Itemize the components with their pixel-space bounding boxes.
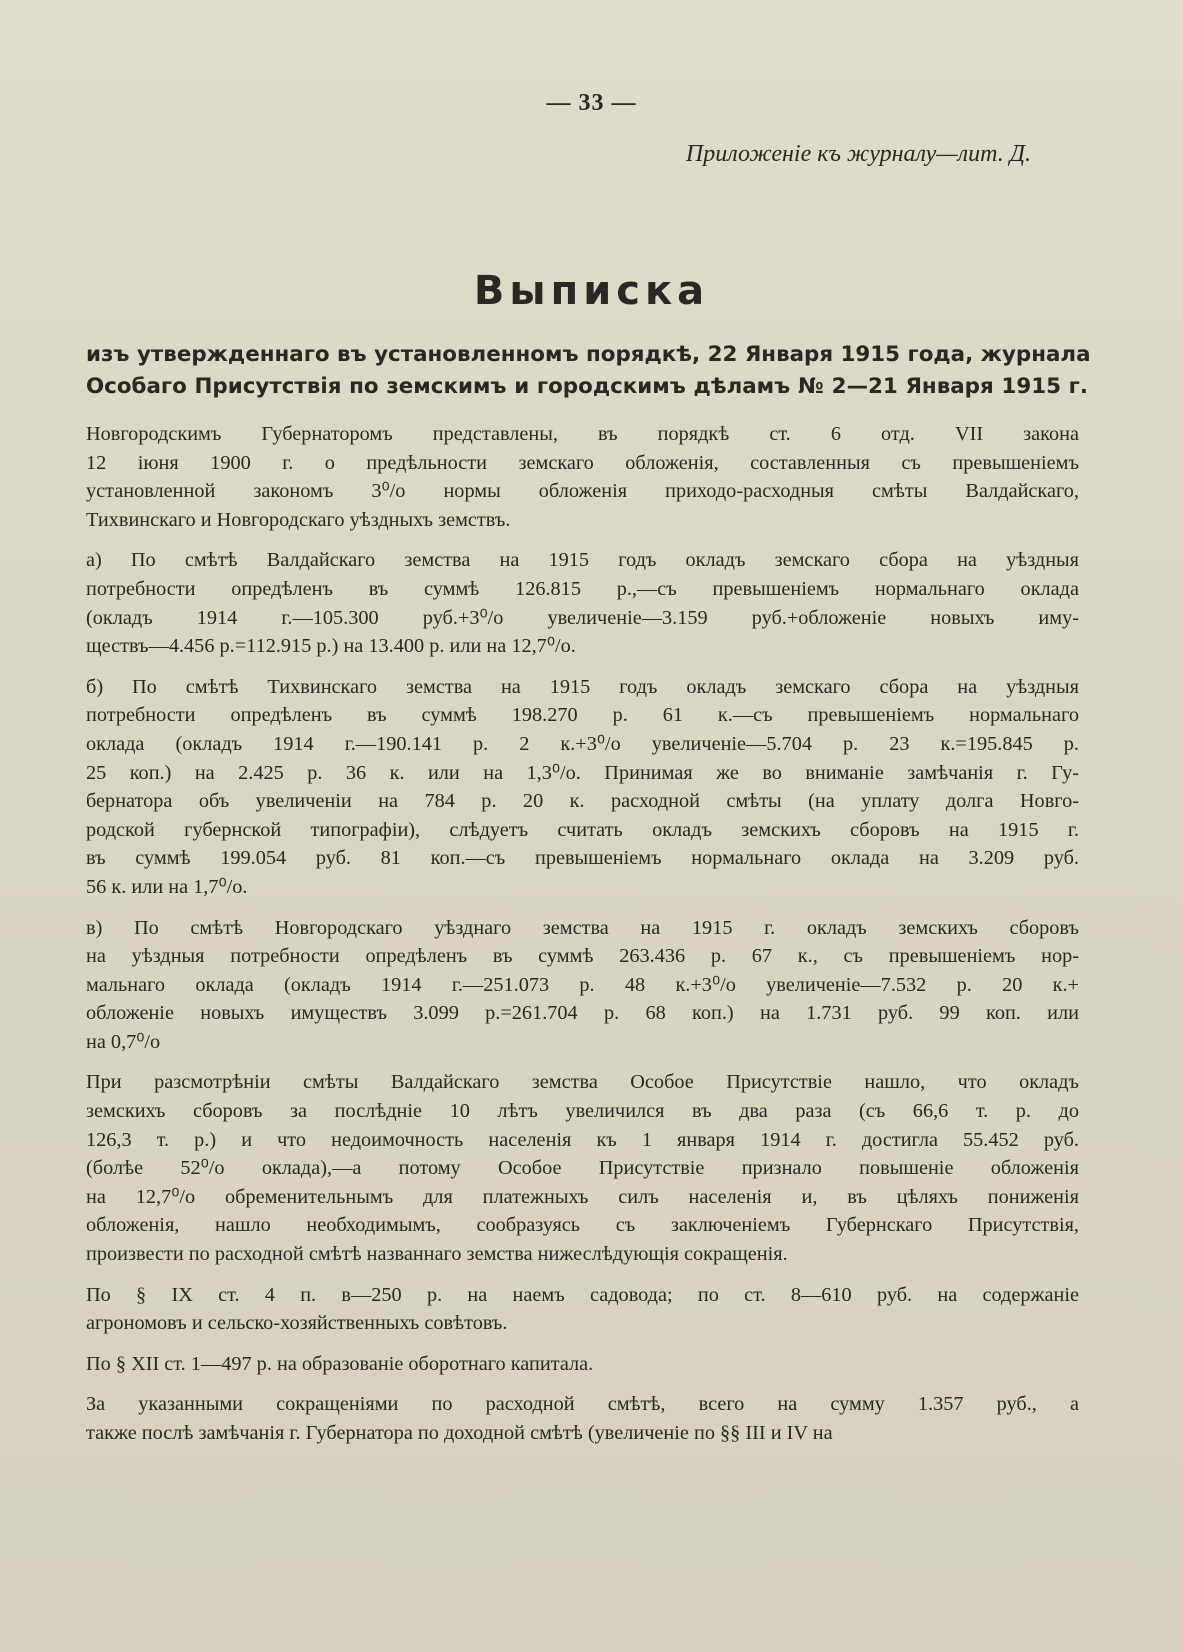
paragraph [86,546,1079,660]
paragraph [86,1068,1079,1268]
paragraph-line: Новгородскимъ Губернаторомъ представлены, въ порядкѣ ст. 6 отд. VII закона [86,423,1079,445]
attachment-note: Приложеніе къ журналу—лит. Д. [685,141,1031,167]
paragraph-line: потребности опредѣленъ въ суммѣ 198.270 р. 61 к.—съ превышеніемъ нормальнаго [86,704,1079,727]
paragraph [86,914,1079,1057]
paragraph-line: в) По смѣтѣ Новгородскаго уѣзднаго земства на 1915 г. окладъ земскихъ сборовъ [86,916,1079,939]
paragraph-line: мальнаго оклада (окладъ 1914 г.—251.073 р. 48 к.+3⁰/о увеличеніе—7.532 р. 20 к.+ [86,973,1079,996]
paragraph-line: 12 іюня 1900 г. о предѣльности земскаго обложенія, составленныя съ превышеніемъ [86,451,1079,474]
paragraph-line: агрономовъ и сельско-хозяйственныхъ совѣтовъ. [86,1312,508,1335]
paragraph-line: потребности опредѣленъ въ суммѣ 126.815 р.,—съ превышеніемъ нормальнаго оклада [86,577,1079,600]
page-number: — 33 — [546,90,637,116]
paragraph [86,420,1079,534]
document-body [86,420,1079,1460]
paragraph-line: При разсмотрѣніи смѣты Валдайскаго земства Особое Присутствіе нашло, что окладъ [86,1071,1079,1094]
document-subtitle [86,339,1091,403]
subtitle-line: изъ утвержденнаго въ установленномъ порядкѣ, 22 Января 1915 года, журнала [86,342,1091,367]
paragraph-line: въ суммѣ 199.054 руб. 81 коп.—съ превышеніемъ нормальнаго оклада на 3.209 руб. [86,847,1079,870]
paragraph [86,1390,1079,1447]
paragraph-line: на 12,7⁰/о обременительнымъ для платежныхъ силъ населенія и, въ цѣляхъ пониженія [86,1185,1079,1208]
paragraph-line: обложенія, нашло необходимымъ, сообразуясь съ заключеніемъ Губернскаго Присутствія, [86,1214,1079,1237]
paragraph-line: (окладъ 1914 г.—105.300 руб.+3⁰/о увеличеніе—3.159 руб.+обложеніе новыхъ иму- [86,606,1079,629]
paragraph [86,1281,1079,1338]
subtitle-line: Особаго Присутствія по земскимъ и городскимъ дѣламъ № 2—21 Января 1915 г. [86,374,1088,399]
paragraph-line: 126,3 т. р.) и что недоимочность населенія къ 1 января 1914 г. достигла 55.452 руб. [86,1128,1079,1151]
paragraph-line: также послѣ замѣчанія г. Губернатора по доходной смѣтѣ (увеличеніе по §§ III и IV на [86,1422,833,1444]
paragraph [86,1350,1079,1379]
paragraph-line: на 0,7⁰/о [86,1030,161,1053]
paragraph-line: оклада (окладъ 1914 г.—190.141 р. 2 к.+3⁰/о увеличеніе—5.704 р. 23 к.=195.845 р. [86,732,1079,755]
paragraph-line: на уѣздныя потребности опредѣленъ въ суммѣ 263.436 р. 67 к., съ превышеніемъ нор- [86,945,1079,968]
paragraph-line: (болѣе 52⁰/о оклада),—а потому Особое Присутствіе признало повышеніе обложенія [86,1157,1079,1180]
paragraph-line: 25 коп.) на 2.425 р. 36 к. или на 1,3⁰/о. Принимая же во вниманіе замѣчанія г. Гу- [86,761,1079,784]
paragraph-line: ществъ—4.456 р.=112.915 р.) на 13.400 р. или на 12,7⁰/о. [86,635,576,658]
paragraph-line: Тихвинскаго и Новгородскаго уѣздныхъ земствъ. [86,508,511,531]
paragraph-line: За указанными сокращеніями по расходной смѣтѣ, всего на сумму 1.357 руб., а [86,1393,1079,1416]
paragraph-line: По § XII ст. 1—497 р. на образованіе оборотнаго капитала. [86,1352,594,1375]
paragraph [86,673,1079,902]
paragraph-line: произвести по расходной смѣтѣ названнаго земства нижеслѣдующія сокращенія. [86,1243,788,1266]
document-title: Выписка [473,268,710,314]
paragraph-line: По § IX ст. 4 п. в—250 р. на наемъ садовода; по ст. 8—610 руб. на содержаніе [86,1283,1079,1306]
paragraph-line: бернатора объ увеличеніи на 784 р. 20 к. расходной смѣты (на уплату долга Новго- [86,790,1079,813]
paragraph-line: установленной закономъ 3⁰/о нормы обложенія приходо-расходныя смѣты Валдайскаго, [86,480,1079,503]
paragraph-line: а) По смѣтѣ Валдайскаго земства на 1915 годъ окладъ земскаго сбора на уѣздныя [86,549,1079,572]
paragraph-line: обложеніе новыхъ имуществъ 3.099 р.=261.704 р. 68 коп.) на 1.731 руб. 99 коп. или [86,1002,1079,1025]
paragraph-line: 56 к. или на 1,7⁰/о. [86,875,248,898]
paragraph-line: родской губернской типографіи), слѣдуетъ считать окладъ земскихъ сборовъ на 1915 г. [86,818,1079,841]
paragraph-line: б) По смѣтѣ Тихвинскаго земства на 1915 годъ окладъ земскаго сбора на уѣздныя [86,675,1079,698]
paragraph-line: земскихъ сборовъ за послѣдніе 10 лѣтъ увеличился въ два раза (съ 66,6 т. р. до [86,1100,1079,1123]
